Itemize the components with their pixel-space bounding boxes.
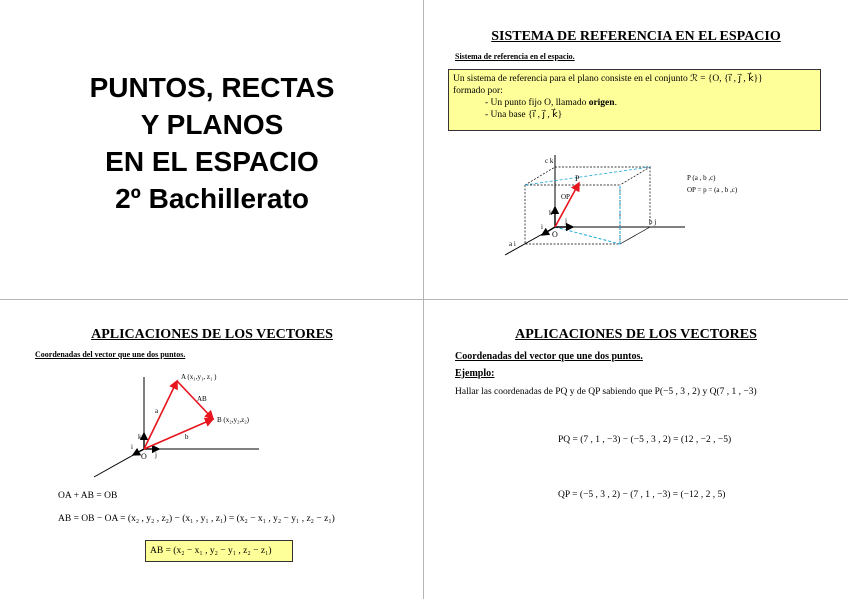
label-b-point: B (x₂,y₂,z₂) (217, 416, 250, 424)
label-i: i (131, 443, 133, 451)
title-line-3: EN EL ESPACIO (105, 146, 319, 177)
title-line-4: 2º Bachillerato (115, 183, 309, 214)
result-box: AB = (x₂ − x₁ , y₂ − y₁ , z₂ − z₁) (145, 540, 293, 562)
slide-heading: SISTEMA DE REFERENCIA EN EL ESPACIO (491, 29, 781, 44)
vector-sum-equation: OA + AB = OB (58, 491, 118, 501)
projection-line-3 (525, 167, 650, 185)
label-op: OP (561, 193, 570, 201)
label-a: a i (509, 240, 516, 248)
vector-op (555, 183, 579, 227)
result-pq: PQ = (7 , 1 , −3) − (−5 , 3 , 2) = (12 , −2 , −5) (558, 435, 732, 445)
slide-vector-applications-1 (1, 301, 423, 598)
two-points-vector-figure (89, 369, 289, 484)
horizontal-divider (0, 299, 848, 300)
slide-title (1, 1, 423, 298)
position-vector-equation: OP = p = (a , b ,c) (687, 186, 738, 194)
label-o: O (141, 452, 147, 461)
vector-a (144, 381, 177, 449)
definition-box (448, 69, 821, 131)
label-j: j (155, 451, 157, 459)
reference-system-figure (495, 151, 695, 261)
point-coordinates: P (a , b ,c) (687, 174, 716, 182)
result-qp: QP = (−5 , 3 , 2) − (7 , 1 , −3) = (−12 , 2 , 5) (558, 490, 726, 500)
projection-line-1 (555, 227, 620, 244)
definition-line-3-end: . (614, 98, 617, 108)
slide-heading: APLICACIONES DE LOS VECTORES (515, 327, 757, 342)
slide-reference-system (425, 1, 847, 298)
label-o: O (552, 230, 558, 239)
definition-line-3-text: - Un punto fijo O, llamado (485, 98, 589, 108)
label-k: k (138, 433, 142, 441)
label-b: b j (649, 218, 657, 226)
label-b-vector: b (185, 433, 189, 441)
label-k: k (549, 209, 553, 217)
label-i: i (541, 223, 543, 231)
vector-difference-equation: AB = OB − OA = (x₂ , y₂ , z₂) − (x₁ , y₁ , z₁) = (x₂ − x₁ , y₂ − y₁ , z₂ − z₁) (58, 514, 335, 524)
label-j: j (565, 217, 567, 225)
definition-line-3-bold: origen (588, 98, 615, 108)
definition-line-1: Un sistema de referencia para el plano consiste en el conjunto ℛ = {O, {i⃗ , j⃗ , k⃗}} (453, 74, 763, 84)
slide-vector-applications-2 (425, 301, 847, 598)
title-line-1: PUNTOS, RECTAS (89, 72, 335, 103)
presentation-title (1, 69, 423, 217)
title-line-2: Y PLANOS (140, 109, 284, 140)
example-label: Ejemplo: (455, 368, 495, 379)
definition-line-4: - Una base {i⃗ , j⃗ , k⃗} (485, 110, 563, 120)
label-p: P (575, 174, 580, 183)
slide-subheading: Coordenadas del vector que une dos puntos. (455, 351, 643, 362)
label-a-vector: a (155, 407, 159, 415)
label-c: c k (545, 157, 554, 165)
slide-subheading: Coordenadas del vector que une dos puntos. (35, 350, 186, 359)
vector-ab (177, 381, 213, 419)
slide-subheading: Sistema de referencia en el espacio. (455, 52, 575, 61)
label-a-point: A (x₁,y₁, z₁ ) (181, 373, 217, 381)
vector-b (144, 419, 213, 449)
example-problem: Hallar las coordenadas de PQ y de QP sabiendo que P(−5 , 3 , 2) y Q(7 , 1 , −3) (455, 387, 757, 397)
box-right-edge (620, 227, 650, 244)
definition-line-3 (453, 97, 816, 109)
definition-line-2: formado por: (453, 86, 503, 96)
slide-heading: APLICACIONES DE LOS VECTORES (91, 327, 333, 342)
label-ab: AB (197, 395, 207, 403)
